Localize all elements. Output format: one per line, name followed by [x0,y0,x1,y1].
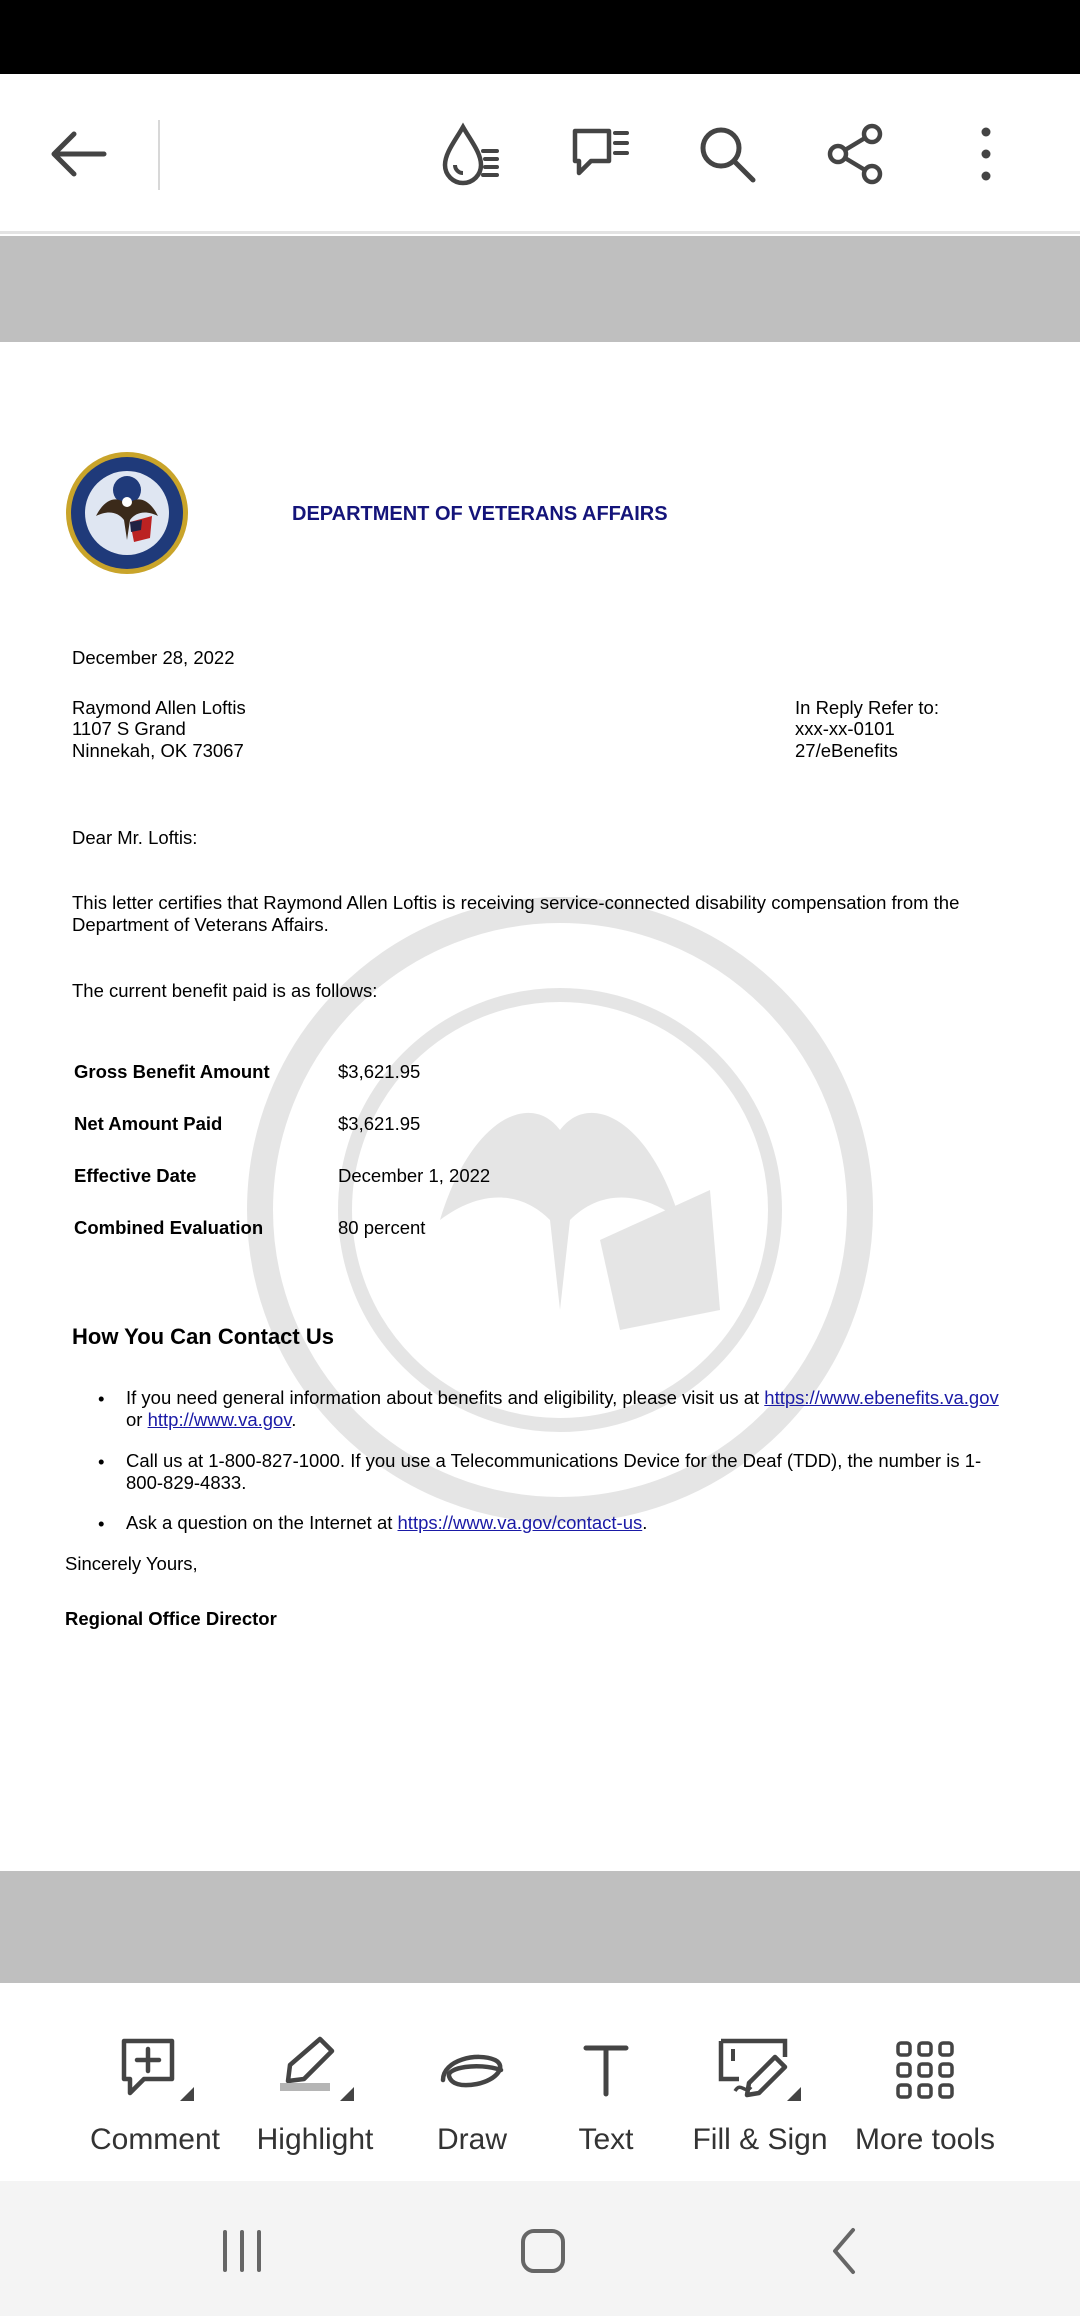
recipient-city: Ninnekah, OK 73067 [72,740,244,761]
liquid-mode-icon [435,119,505,189]
system-nav-bar [0,2181,1080,2316]
status-bar [0,0,1080,74]
comment-add-icon [110,2035,200,2105]
highlight-tool-label: Highlight [256,2123,374,2156]
recent-apps-button[interactable] [197,2216,287,2286]
search-button[interactable] [687,114,767,194]
grid-dots-icon [895,2040,955,2100]
liquid-mode-button[interactable] [430,114,510,194]
draw-tool[interactable] [412,1983,532,2181]
department-title: DEPARTMENT OF VETERANS AFFAIRS [292,503,668,525]
top-toolbar [0,74,1080,234]
bullet-marker: • [98,1388,105,1409]
search-icon [695,122,759,186]
benefit-label-gross: Gross Benefit Amount [74,1061,270,1082]
comments-button[interactable] [560,114,640,194]
highlight-tool[interactable] [240,1983,390,2181]
contact-bullet-1-cont [126,1409,296,1431]
home-icon [518,2226,568,2276]
nav-back-button[interactable] [800,2216,890,2286]
contact-bullet-3 [126,1512,647,1534]
benefit-label-combined: Combined Evaluation [74,1217,264,1238]
comment-tool-label: Comment [89,2123,221,2156]
page-gap-top [0,236,1080,342]
bullet-marker: • [98,1451,105,1472]
certify-line-1: This letter certifies that Raymond Allen Loftis is receiving service-connected disability compensation from the [72,892,960,913]
recipient-name: Raymond Allen Loftis [72,697,246,718]
contact-b3-text: Ask a question on the Internet at [126,1512,398,1533]
text-icon [576,2040,636,2100]
contact-b1-text: If you need general information about benefits and eligibility, please visit us at [126,1387,765,1408]
arrow-left-icon [48,129,108,179]
reply-code: 27/eBenefits [795,740,898,761]
recent-apps-icon [217,2228,267,2274]
comment-tool[interactable] [80,1983,230,2181]
bullet-marker: • [98,1513,105,1534]
home-button[interactable] [498,2216,588,2286]
more-tools-button[interactable] [850,1983,1000,2181]
benefit-label-net: Net Amount Paid [74,1113,223,1134]
back-icon [825,2226,865,2276]
toolbar-divider [158,120,160,190]
page-gap-bottom [0,1871,1080,1983]
letter-date: December 28, 2022 [72,647,235,668]
fill-sign-icon [715,2035,805,2105]
benefit-value-net: $3,621.95 [338,1113,421,1134]
contact-bullet-2-line-2: 800-829-4833. [126,1472,247,1493]
salutation: Dear Mr. Loftis: [72,827,198,848]
closing: Sincerely Yours, [65,1553,198,1574]
text-tool-label: Text [578,2123,634,2156]
reply-number: xxx-xx-0101 [795,718,895,739]
fill-sign-tool[interactable] [680,1983,840,2181]
benefit-intro: The current benefit paid is as follows: [72,980,378,1001]
contact-bullet-2-line-1: Call us at 1-800-827-1000. If you use a Telecommunications Device for the Deaf (TDD), the number is 1- [126,1450,982,1471]
text-tool[interactable] [556,1983,656,2181]
contact-bullet-1 [126,1387,999,1409]
fill-sign-tool-label: Fill & Sign [692,2123,828,2156]
highlighter-icon [270,2035,360,2105]
ebenefits-link[interactable]: https://www.ebenefits.va.gov [764,1387,999,1408]
document-page [0,342,1080,1871]
share-icon [824,122,888,186]
va-seal-logo [64,450,190,576]
contact-heading: How You Can Contact Us [72,1324,334,1349]
benefit-value-effective: December 1, 2022 [338,1165,491,1186]
contact-b1-end: . [291,1409,297,1430]
certify-line-2: Department of Veterans Affairs. [72,914,329,935]
contact-us-link[interactable]: https://www.va.gov/contact-us [397,1512,643,1533]
contact-b3-end: . [642,1512,648,1533]
signature: Regional Office Director [65,1608,277,1629]
benefit-label-effective: Effective Date [74,1165,197,1186]
comments-list-icon [565,119,635,189]
share-button[interactable] [816,114,896,194]
draw-tool-label: Draw [436,2123,507,2156]
va-gov-link[interactable]: http://www.va.gov [147,1409,292,1430]
more-tools-label: More tools [854,2123,996,2156]
more-options-button[interactable] [946,114,1026,194]
draw-loop-icon [437,2040,507,2100]
bottom-tools-bar [0,1983,1080,2181]
reply-label: In Reply Refer to: [795,697,939,718]
contact-b1-or: or [126,1409,148,1430]
back-button[interactable] [38,114,118,194]
more-vertical-icon [976,124,996,184]
benefit-value-gross: $3,621.95 [338,1061,421,1082]
benefit-value-combined: 80 percent [338,1217,426,1238]
recipient-street: 1107 S Grand [72,718,186,739]
